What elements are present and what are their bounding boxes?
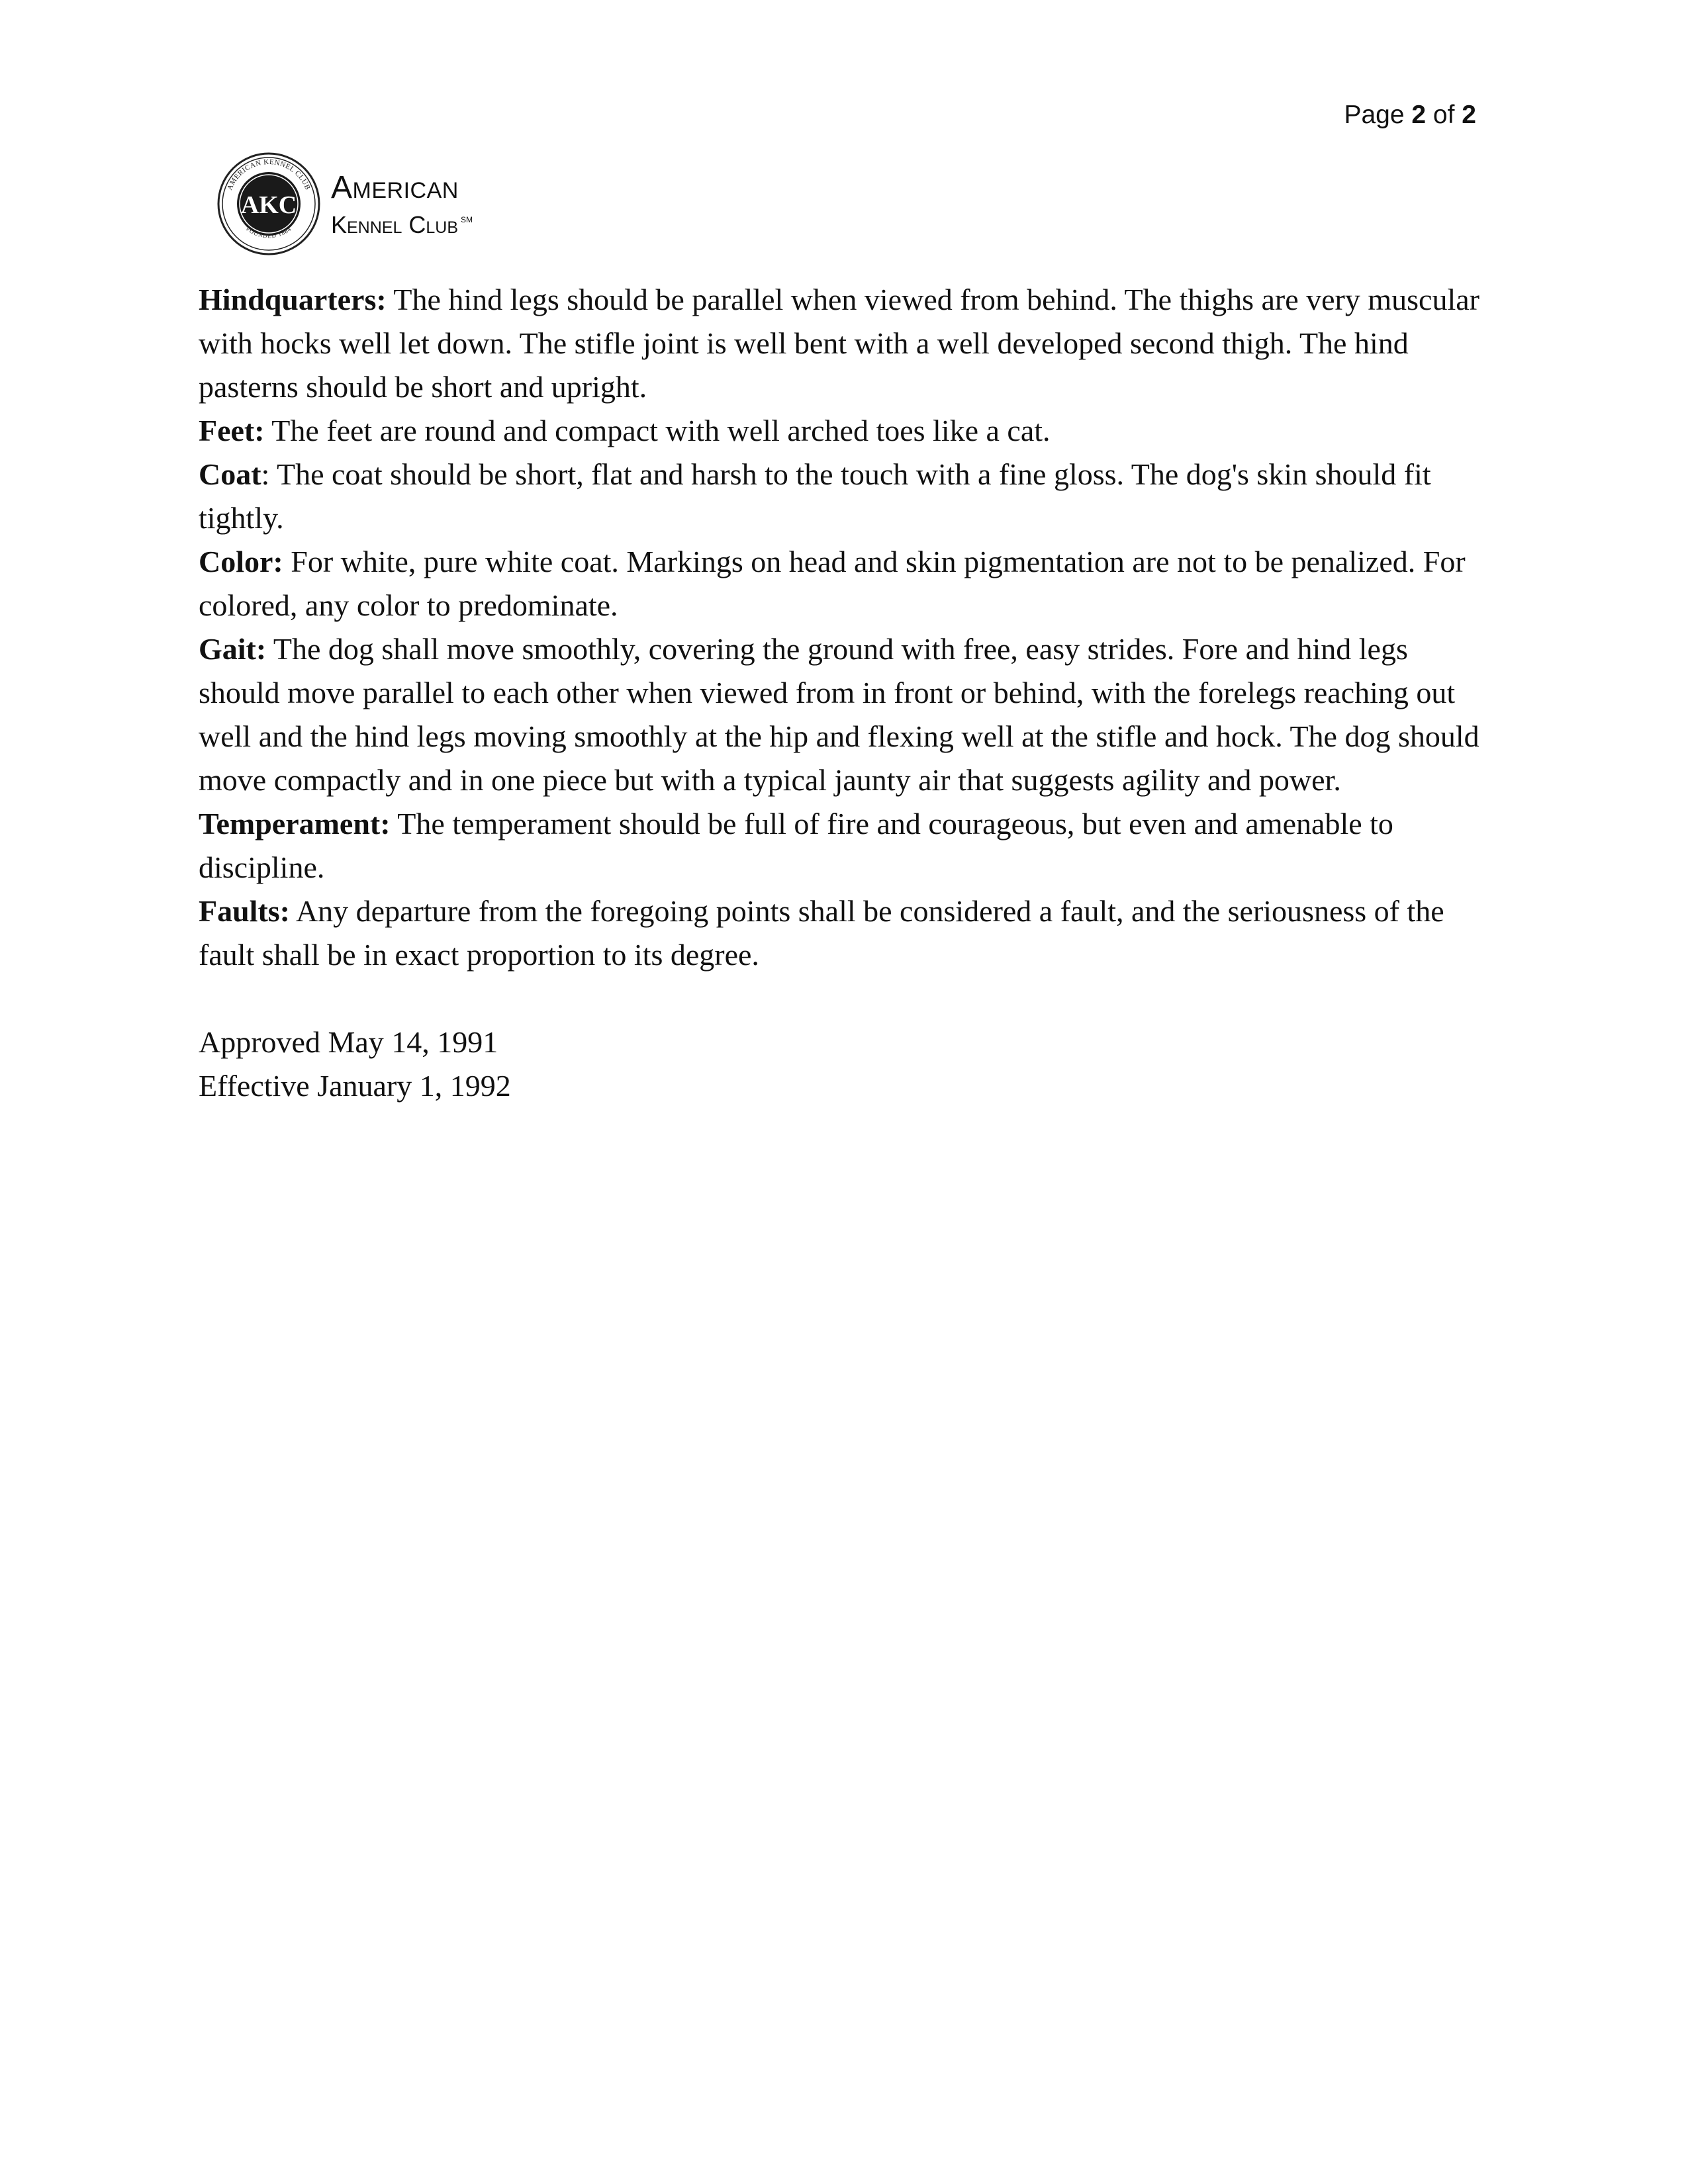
svg-text:AKC: AKC — [240, 191, 297, 219]
section-temperament — [199, 802, 1496, 889]
approved-date: Approved May 14, 1991 — [199, 1025, 498, 1059]
akc-logo — [216, 150, 547, 261]
section-text: : The coat should be short, flat and harsh to the touch with a fine gloss. The dog's skin should fit tightly. — [199, 457, 1431, 535]
section-term: Gait: — [199, 632, 267, 666]
page-label: Page — [1344, 101, 1405, 129]
svg-text:FOUNDED 1884: FOUNDED 1884 — [245, 225, 293, 240]
page-of: of — [1432, 101, 1455, 129]
service-mark: SM — [461, 215, 473, 224]
section-text: For white, pure white coat. Markings on head and skin pigmentation are not to be penalized. For colored, any color to predominate. — [199, 545, 1466, 622]
section-term: Feet: — [199, 414, 265, 447]
breed-standard-body — [199, 278, 1496, 1108]
logo-wordmark-line2: Kennel Club ℠ — [331, 211, 473, 238]
section-term: Color: — [199, 545, 283, 578]
page-number — [1344, 101, 1476, 130]
svg-text:AMERICAN KENNEL CLUB: AMERICAN KENNEL CLUB — [226, 158, 312, 192]
akc-seal-icon — [216, 151, 322, 257]
section-gait — [199, 627, 1496, 802]
section-hindquarters — [199, 278, 1496, 409]
effective-date: Effective January 1, 1992 — [199, 1069, 511, 1103]
section-feet — [199, 409, 1496, 453]
page-total: 2 — [1462, 101, 1476, 129]
section-term: Faults: — [199, 894, 290, 928]
logo-wordmark-line1: American — [331, 170, 459, 205]
section-text: The dog shall move smoothly, covering the ground with free, easy strides. Fore and hind legs should move parallel to each other when viewed from in front or behind, with the forelegs reaching out well and the hind legs moving smoothly at the hip and flexing well at the stifle and hock. The dog should move compactly and in one piece but with a typical jaunty air that suggests agility and power. — [199, 632, 1479, 797]
section-term: Coat — [199, 457, 261, 491]
section-text: The temperament should be full of fire and courageous, but even and amenable to discipline. — [199, 807, 1393, 884]
section-text: Any departure from the foregoing points shall be considered a fault, and the seriousness of the fault shall be in exact proportion to its degree. — [199, 894, 1444, 972]
section-term: Temperament: — [199, 807, 391, 841]
section-color — [199, 540, 1496, 627]
section-text: The feet are round and compact with well arched toes like a cat. — [264, 414, 1051, 447]
section-faults — [199, 889, 1496, 977]
section-term: Hindquarters: — [199, 283, 387, 316]
page-current: 2 — [1411, 101, 1427, 129]
section-coat — [199, 453, 1496, 540]
section-text: The hind legs should be parallel when viewed from behind. The thighs are very muscular with hocks well let down. The stifle joint is well bent with a well developed second thigh. The hind pasterns should be short and upright. — [199, 283, 1479, 404]
